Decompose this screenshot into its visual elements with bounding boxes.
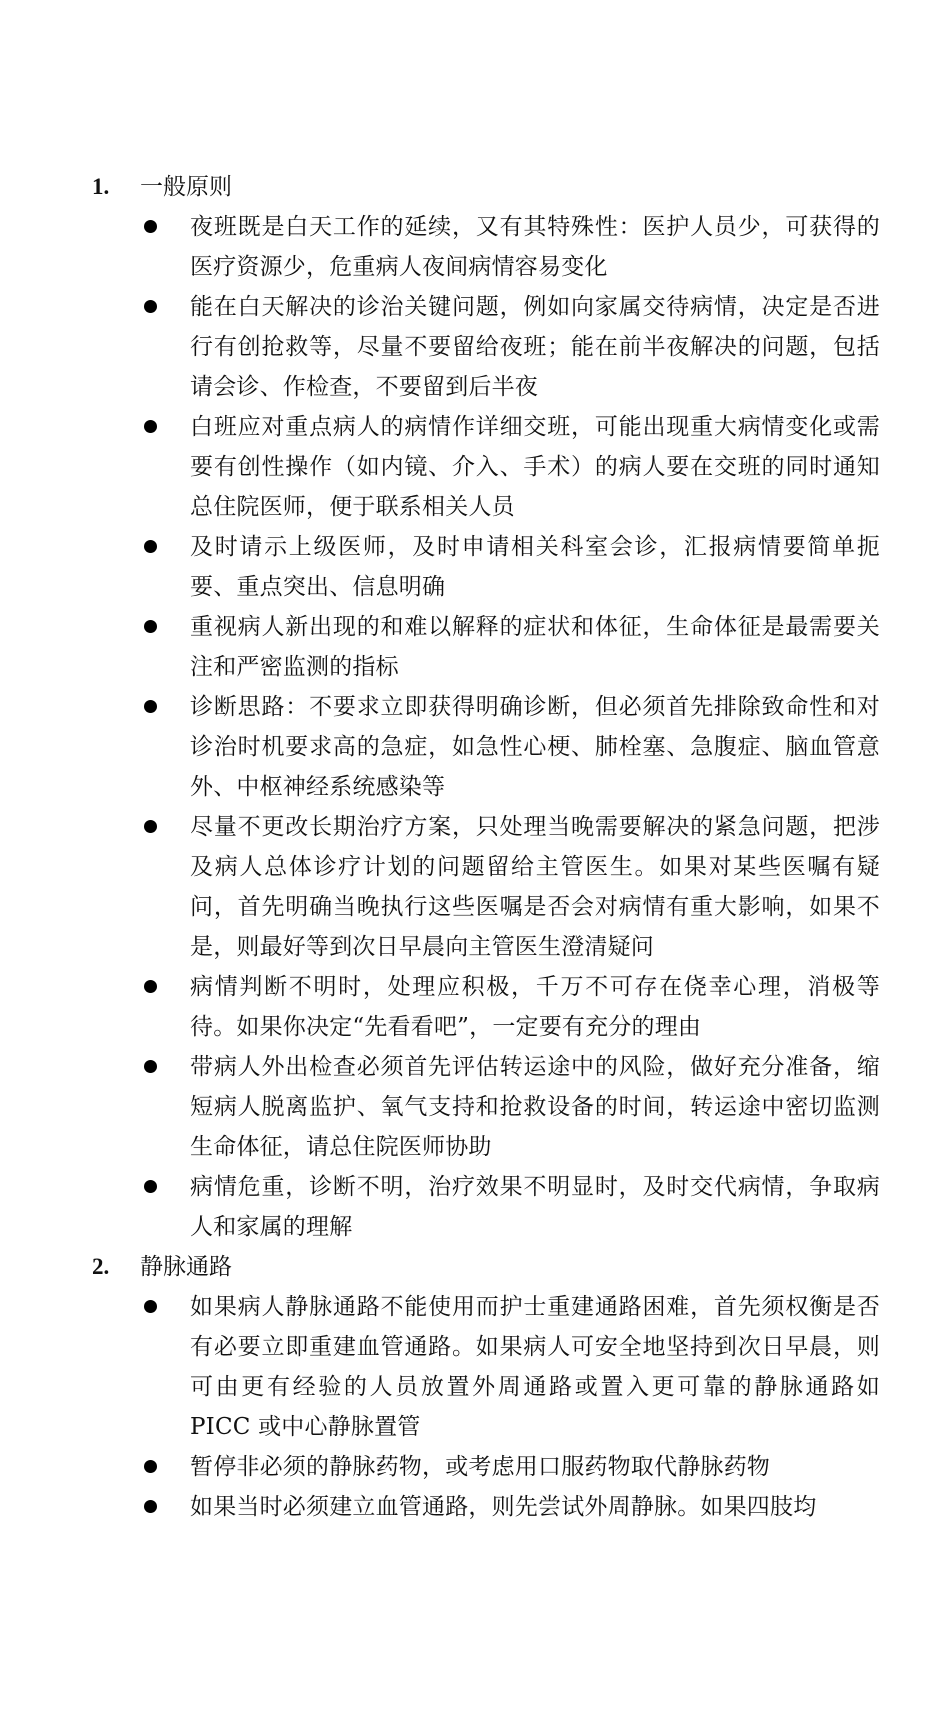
- list-item-text: 病情判断不明时，处理应积极，千万不可存在侥幸心理，消极等待。如果你决定“先看看吧”，一定要有充分的理由: [190, 974, 880, 1040]
- list-item: [92, 1487, 882, 1527]
- bullet-icon: [144, 1180, 157, 1193]
- list-item-text: 如果当时必须建立血管通路，则先尝试外周静脉。如果四肢均: [190, 1494, 817, 1520]
- list-item-text: 夜班既是白天工作的延续，又有其特殊性：医护人员少，可获得的医疗资源少，危重病人夜间病情容易变化: [190, 214, 880, 280]
- bullet-list: [92, 207, 882, 1247]
- list-item: [92, 527, 882, 607]
- list-item: [92, 687, 882, 807]
- bullet-icon: [144, 1060, 157, 1073]
- section-title: 一般原则: [140, 174, 232, 200]
- list-item-text: 尽量不更改长期治疗方案，只处理当晚需要解决的紧急问题，把涉及病人总体诊疗计划的问题留给主管医生。如果对某些医嘱有疑问，首先明确当晚执行这些医嘱是否会对病情有重大影响，如果不是，则最好等到次日早晨向主管医生澄清疑问: [190, 814, 880, 960]
- list-item: [92, 407, 882, 527]
- list-item-text: 带病人外出检查必须首先评估转运途中的风险，做好充分准备，缩短病人脱离监护、氧气支持和抢救设备的时间，转运途中密切监测生命体征，请总住院医师协助: [190, 1054, 880, 1160]
- section-venous-access: [92, 1247, 882, 1527]
- bullet-icon: [144, 1460, 157, 1473]
- list-item: [92, 1447, 882, 1487]
- list-item: [92, 807, 882, 967]
- list-item-text: 及时请示上级医师，及时申请相关科室会诊，汇报病情要简单扼要、重点突出、信息明确: [190, 534, 880, 600]
- list-item-text: 诊断思路：不要求立即获得明确诊断，但必须首先排除致命性和对诊治时机要求高的急症，如急性心梗、肺栓塞、急腹症、脑血管意外、中枢神经系统感染等: [190, 694, 880, 800]
- bullet-icon: [144, 1500, 157, 1513]
- list-item: [92, 1047, 882, 1167]
- bullet-icon: [144, 220, 157, 233]
- list-item: [92, 207, 882, 287]
- list-item: [92, 967, 882, 1047]
- section-number: 2.: [92, 1254, 110, 1279]
- section-heading: [92, 167, 882, 207]
- list-item: [92, 287, 882, 407]
- list-item-text: 如果病人静脉通路不能使用而护士重建通路困难，首先须权衡是否有必要立即重建血管通路。如果病人可安全地坚持到次日早晨，则可由更有经验的人员放置外周通路或置入更可靠的静脉通路如 PICC 或中心静脉置管: [190, 1294, 880, 1440]
- list-item: [92, 607, 882, 687]
- bullet-icon: [144, 1300, 157, 1313]
- list-item: [92, 1167, 882, 1247]
- section-general-principles: [92, 167, 882, 1247]
- list-item-text: 白班应对重点病人的病情作详细交班，可能出现重大病情变化或需要有创性操作（如内镜、介入、手术）的病人要在交班的同时通知总住院医师，便于联系相关人员: [190, 414, 880, 520]
- section-number: 1.: [92, 174, 110, 199]
- bullet-list: [92, 1287, 882, 1527]
- list-item-text: 能在白天解决的诊治关键问题，例如向家属交待病情，决定是否进行有创抢救等，尽量不要留给夜班；能在前半夜解决的问题，包括请会诊、作检查，不要留到后半夜: [190, 294, 880, 400]
- list-item: [92, 1287, 882, 1447]
- section-title: 静脉通路: [140, 1254, 232, 1280]
- bullet-icon: [144, 980, 157, 993]
- list-item-text: 病情危重，诊断不明，治疗效果不明显时，及时交代病情，争取病人和家属的理解: [190, 1174, 880, 1240]
- list-item-text: 重视病人新出现的和难以解释的症状和体征，生命体征是最需要关注和严密监测的指标: [190, 614, 880, 680]
- bullet-icon: [144, 300, 157, 313]
- bullet-icon: [144, 420, 157, 433]
- section-heading: [92, 1247, 882, 1287]
- document-content: [92, 167, 882, 1527]
- bullet-icon: [144, 540, 157, 553]
- bullet-icon: [144, 820, 157, 833]
- list-item-text: 暂停非必须的静脉药物，或考虑用口服药物取代静脉药物: [190, 1454, 770, 1480]
- bullet-icon: [144, 620, 157, 633]
- bullet-icon: [144, 700, 157, 713]
